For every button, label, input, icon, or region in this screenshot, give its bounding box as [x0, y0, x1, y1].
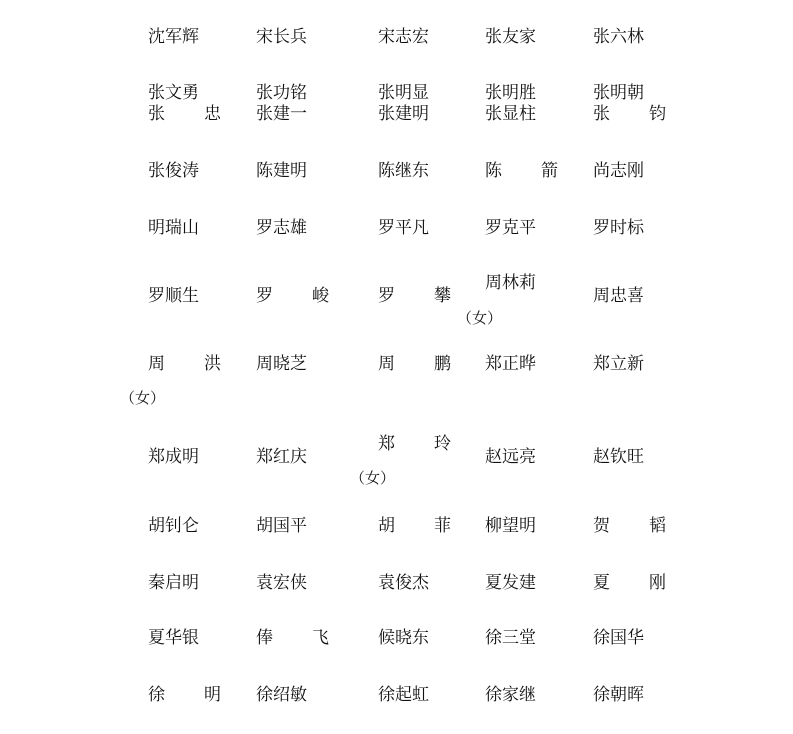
- name-char: 攀: [434, 286, 451, 306]
- name-char: 鹏: [434, 354, 451, 374]
- name-entry: 郑立新: [593, 354, 644, 374]
- name-char: 玲: [434, 434, 451, 454]
- name-entry: 周晓芝: [256, 354, 307, 374]
- name-entry: 张建明: [378, 104, 429, 124]
- name-entry: 郑红庆: [256, 447, 307, 467]
- name-char: 夏: [593, 573, 610, 593]
- name-char: 陈: [485, 161, 502, 181]
- name-entry: [593, 516, 666, 536]
- name-entry: 张六林: [593, 27, 644, 47]
- name-char: 峻: [312, 286, 329, 306]
- name-entry: [256, 628, 329, 648]
- name-entry: 候晓东: [378, 628, 429, 648]
- name-entry: 张友家: [485, 27, 536, 47]
- name-char: 忠: [204, 104, 221, 124]
- name-char: 飞: [312, 628, 329, 648]
- name-char: 俸: [256, 628, 273, 648]
- name-char: 洪: [204, 354, 221, 374]
- name-entry: 罗时标: [593, 218, 644, 238]
- name-entry: 柳望明: [485, 516, 536, 536]
- name-entry: 夏华银: [148, 628, 199, 648]
- name-char: 胡: [378, 516, 395, 536]
- name-entry: 徐家继: [485, 685, 536, 705]
- name-entry: 周忠喜: [593, 286, 644, 306]
- name-char: 罗: [256, 286, 273, 306]
- name-entry: [148, 354, 221, 374]
- name-char: 明: [204, 685, 221, 705]
- name-char: 钧: [649, 104, 666, 124]
- name-char: 罗: [378, 286, 395, 306]
- name-entry: 罗顺生: [148, 286, 199, 306]
- name-char: 张: [593, 104, 610, 124]
- name-entry: 罗克平: [485, 218, 536, 238]
- name-entry: 郑成明: [148, 447, 199, 467]
- name-entry: 尚志刚: [593, 161, 644, 181]
- name-char: 菲: [434, 516, 451, 536]
- name-entry: 张显柱: [485, 104, 536, 124]
- name-entry: 胡钊仑: [148, 516, 199, 536]
- name-entry: [148, 685, 221, 705]
- name-char: 韬: [649, 516, 666, 536]
- name-entry: [148, 104, 221, 124]
- name-entry: 沈军辉: [148, 27, 199, 47]
- name-entry: 张明显: [378, 83, 429, 103]
- name-entry: 郑正晔: [485, 354, 536, 374]
- female-note: （女）: [350, 469, 396, 487]
- name-entry: 陈建明: [256, 161, 307, 181]
- female-note: （女）: [120, 389, 166, 407]
- name-entry: [378, 286, 451, 306]
- name-entry: 张建一: [256, 104, 307, 124]
- name-entry: [378, 354, 451, 374]
- name-entry: 徐起虹: [378, 685, 429, 705]
- name-entry: 袁宏侠: [256, 573, 307, 593]
- name-entry: 夏发建: [485, 573, 536, 593]
- name-entry: 赵钦旺: [593, 447, 644, 467]
- name-entry: [378, 516, 451, 536]
- name-entry: 罗志雄: [256, 218, 307, 238]
- name-entry: 徐朝晖: [593, 685, 644, 705]
- name-char: 箭: [541, 161, 558, 181]
- name-entry: 秦启明: [148, 573, 199, 593]
- name-entry: 张文勇: [148, 83, 199, 103]
- name-entry: 陈继东: [378, 161, 429, 181]
- name-char: 刚: [649, 573, 666, 593]
- name-entry: 徐绍敏: [256, 685, 307, 705]
- name-char: 贺: [593, 516, 610, 536]
- name-entry: 胡国平: [256, 516, 307, 536]
- name-char: 徐: [148, 685, 165, 705]
- name-entry: 罗平凡: [378, 218, 429, 238]
- name-char: 张: [148, 104, 165, 124]
- name-entry: [593, 104, 666, 124]
- name-entry: 张明朝: [593, 83, 644, 103]
- name-entry: 周林莉: [485, 273, 536, 293]
- name-entry: 徐国华: [593, 628, 644, 648]
- name-entry: 张功铭: [256, 83, 307, 103]
- name-entry: 张明胜: [485, 83, 536, 103]
- name-entry: 赵远亮: [485, 447, 536, 467]
- female-note: （女）: [457, 309, 503, 327]
- name-entry: [378, 434, 451, 454]
- name-entry: 明瑞山: [148, 218, 199, 238]
- name-entry: [593, 573, 666, 593]
- name-entry: [485, 161, 558, 181]
- name-entry: 徐三堂: [485, 628, 536, 648]
- name-char: 周: [378, 354, 395, 374]
- name-entry: 张俊涛: [148, 161, 199, 181]
- name-char: 郑: [378, 434, 395, 454]
- name-entry: 宋长兵: [256, 27, 307, 47]
- name-entry: [256, 286, 329, 306]
- name-char: 周: [148, 354, 165, 374]
- name-entry: 宋志宏: [378, 27, 429, 47]
- name-entry: 袁俊杰: [378, 573, 429, 593]
